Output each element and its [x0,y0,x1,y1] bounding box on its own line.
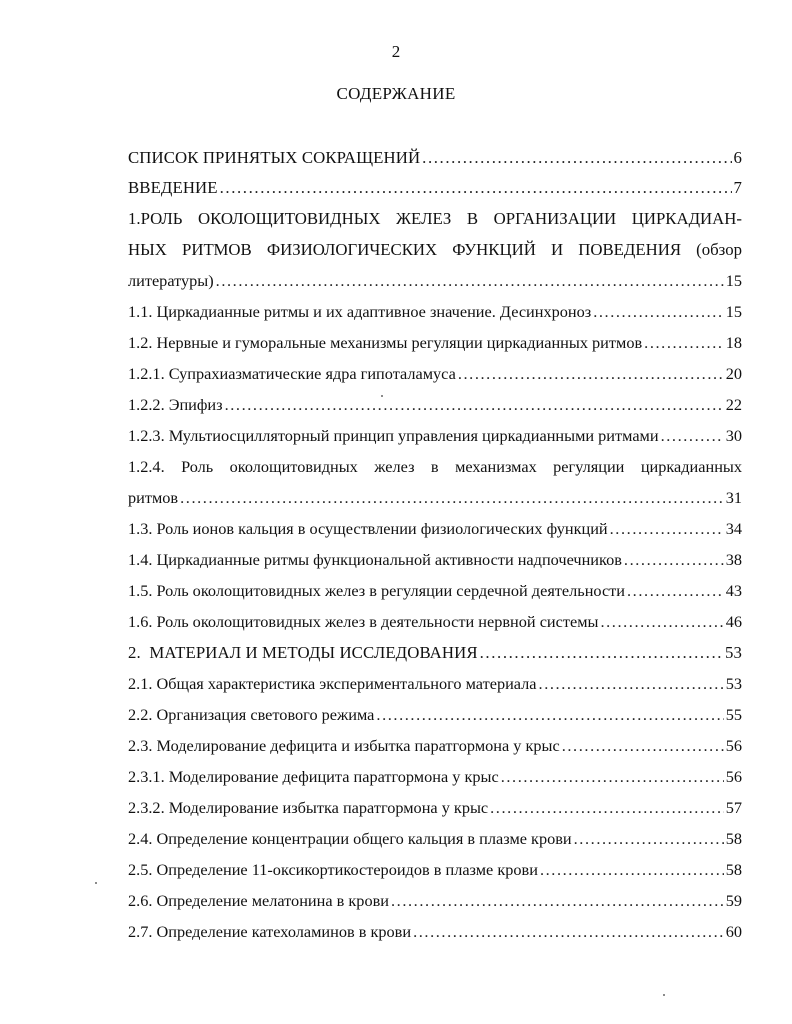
toc-entry-page: 38 [725,550,742,569]
toc-entry-title: 1.2. Нервные и гуморальные механизмы регуляции циркадианных ритмов [128,333,643,352]
toc-entry[interactable] [128,609,742,635]
toc-entry[interactable] [128,268,742,294]
toc-entry-title: 1.2.2. Эпифиз [128,395,223,414]
dot-leader [480,640,723,666]
toc-entry-page: 53 [725,643,742,662]
toc-entry-title: 2.5. Определение 11-оксикортикостероидов в плазме крови [128,860,538,879]
toc-entry-title: 2. МАТЕРИАЛ И МЕТОДЫ ИССЛЕДОВАНИЯ [128,643,478,662]
toc-entry[interactable] [128,640,742,666]
toc-entry[interactable] [128,547,742,573]
toc-entry[interactable] [128,299,742,325]
toc-entry[interactable] [128,392,742,418]
dot-leader [540,857,724,883]
dot-leader [627,578,724,604]
dot-leader [391,888,724,914]
toc-entry-page: 34 [725,519,742,538]
toc-entry[interactable] [128,516,742,542]
toc-entry-page: 58 [725,829,742,848]
toc-entry-title: 2.3. Моделирование дефицита и избытка паратгормона у крыс [128,736,560,755]
toc-entry-page: 31 [725,488,742,507]
toc-entry-page: 15 [725,271,742,290]
scan-speck [381,395,383,397]
toc-entry-title: 2.3.1. Моделирование дефицита паратгормона у крыс [128,767,499,786]
toc-entry-page: 59 [725,891,742,910]
toc-entry[interactable] [128,733,742,759]
dot-leader [574,826,724,852]
toc-entry-page: 60 [725,922,742,941]
dot-leader [220,175,732,201]
toc-entry-title: ритмов [128,488,179,507]
toc-entry-page: 15 [725,302,742,321]
toc-entry-page: 6 [733,148,742,167]
toc-entry-page: 20 [725,364,742,383]
toc-entry[interactable] [128,764,742,790]
toc-entry[interactable] [128,826,742,852]
toc-entry[interactable] [128,578,742,604]
dot-leader [180,485,724,511]
dot-leader [225,392,724,418]
toc-entry-page: 46 [725,612,742,631]
toc-entry-title: 2.7. Определение катехоламинов в крови [128,922,412,941]
toc-entry[interactable] [128,671,742,697]
toc-entry-line[interactable]: 1.РОЛЬ ОКОЛОЩИТОВИДНЫХ ЖЕЛЕЗ В ОРГАНИЗАЦИИ ЦИРКАДИАН- [128,209,742,228]
scan-speck [663,994,665,996]
toc-entry-page: 53 [725,674,742,693]
toc-entry-page: 22 [725,395,742,414]
toc-entry-title: 1.5. Роль околощитовидных желез в регуляции сердечной деятельности [128,581,626,600]
toc-entry-page: 56 [725,767,742,786]
page-title: СОДЕРЖАНИЕ [336,84,456,103]
page-number: 2 [391,42,401,61]
toc-entry[interactable] [128,857,742,883]
dot-leader [376,702,723,728]
toc-entry-page: 57 [725,798,742,817]
toc-entry-title: литературы) [128,271,214,290]
toc-entry[interactable] [128,361,742,387]
dot-leader [501,764,724,790]
toc-entry-page: 55 [725,705,742,724]
toc-entry-page: 30 [725,426,742,445]
dot-leader [610,516,724,542]
toc-entry[interactable] [128,423,742,449]
toc-entry-title: 2.2. Организация светового режима [128,705,375,724]
toc-entry-title: 2.1. Общая характеристика экспериментального материала [128,674,537,693]
toc-entry[interactable] [128,702,742,728]
toc-entry[interactable] [128,888,742,914]
dot-leader [216,268,724,294]
dot-leader [458,361,724,387]
dot-leader [593,299,724,325]
toc-entry-page: 43 [725,581,742,600]
toc-entry[interactable] [128,330,742,356]
toc-entry-line[interactable]: НЫХ РИТМОВ ФИЗИОЛОГИЧЕСКИХ ФУНКЦИЙ И ПОВЕДЕНИЯ (обзор [128,240,742,259]
toc-entry-title: СПИСОК ПРИНЯТЫХ СОКРАЩЕНИЙ [128,148,421,167]
toc-entry-title: 1.2.3. Мультиосцилляторный принцип управления циркадианными ритмами [128,426,659,445]
toc-entry-title: 2.4. Определение концентрации общего кальция в плазме крови [128,829,572,848]
toc-entry-page: 56 [725,736,742,755]
dot-leader [644,330,724,356]
toc-entry-title: 2.3.2. Моделирование избытка паратгормона у крыс [128,798,489,817]
dot-leader [624,547,724,573]
toc-entry[interactable] [128,175,742,201]
toc-entry-title: 1.2.1. Супрахиазматические ядра гипоталамуса [128,364,456,383]
toc-entry-page: 18 [725,333,742,352]
dot-leader [413,919,724,945]
dot-leader [600,609,723,635]
toc-entry-title: 1.4. Циркадианные ритмы функциональной активности надпочечников [128,550,622,569]
toc-entry-title: 1.6. Роль околощитовидных желез в деятельности нервной системы [128,612,599,631]
toc-entry[interactable] [128,145,742,171]
toc-entry-title: 1.3. Роль ионов кальция в осуществлении физиологических функций [128,519,608,538]
toc-entry-title: ВВЕДЕНИЕ [128,178,218,197]
dot-leader [490,795,724,821]
toc-entry[interactable] [128,919,742,945]
toc-entry-line[interactable]: 1.2.4. Роль околощитовидных желез в механизмах регуляции циркадианных [128,457,742,476]
toc-entry-page: 58 [725,860,742,879]
toc-entry[interactable] [128,795,742,821]
dot-leader [562,733,724,759]
dot-leader [539,671,724,697]
toc-entry-title: 2.6. Определение мелатонина в крови [128,891,389,910]
toc-entry[interactable] [128,485,742,511]
dot-leader [422,145,731,171]
dot-leader [661,423,724,449]
toc-entry-page: 7 [733,178,742,197]
scan-speck [95,882,97,884]
toc-entry-title: 1.1. Циркадианные ритмы и их адаптивное значение. Десинхроноз [128,302,592,321]
